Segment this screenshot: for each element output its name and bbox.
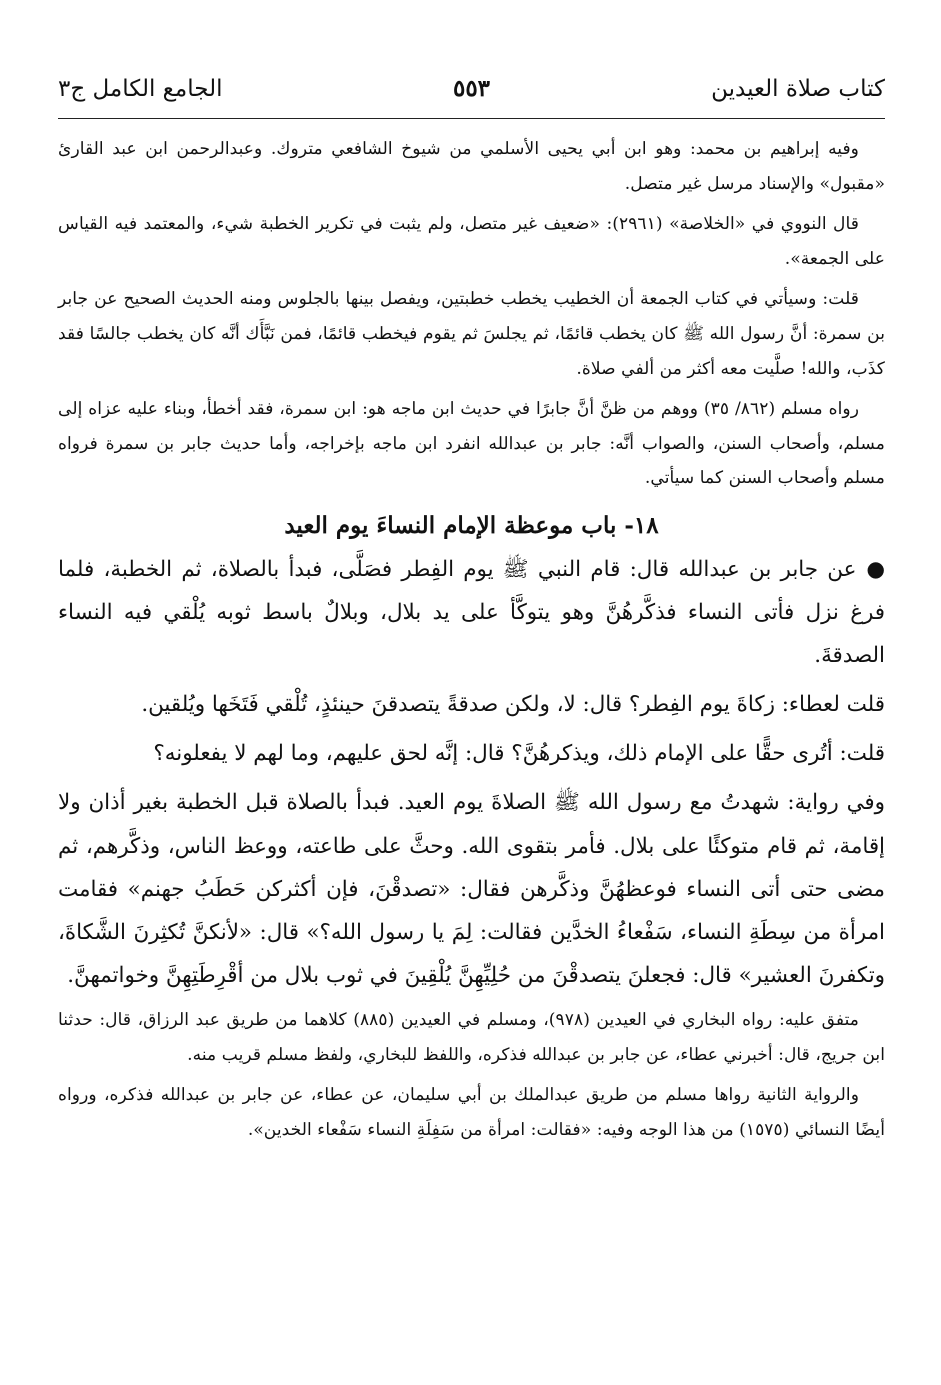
hadith-paragraph: قلت: أتُرى حقًّا على الإمام ذلك، ويذكرهُنَّ؟ قال: إنَّه لحق عليهم، وما لهم لا يفعلونه؟ — [153, 741, 885, 767]
page-header — [58, 72, 885, 112]
hadith-paragraph: قلت لعطاء: زكاةَ يوم الفِطر؟ قال: لا، ولكن صدقةً يتصدقنَ حينئذٍ، تُلْقي فَتَخَها ويُلقين. — [141, 692, 885, 718]
volume-label: الجامع الكامل ج٣ — [58, 76, 223, 102]
book-title: كتاب صلاة العيدين — [711, 76, 885, 102]
hadith-paragraph — [58, 548, 885, 677]
hadith-text — [58, 548, 885, 997]
commentary-paragraph: قال النووي في «الخلاصة» (٢٩٦١): «ضعيف غير متصل، ولم يثبت في تكرير الخطبة شيء، والمعتمد فيه القياس على الجمعة». — [58, 214, 885, 269]
hadith-paragraph-text: عن جابر بن عبدالله قال: قام النبي ﷺ يوم الفِطر فصَلَّى، فبدأ بالصلاة، ثم الخطبة، فلما فرغ نزل فأتى النساء فذكَّرهُنَّ وهو يتوكَّأ على يد بلال، وبلالٌ باسط ثوبه يُلْقي فيه النساء الصدقةَ. — [58, 556, 885, 669]
page-number: ٥٥٣ — [452, 75, 491, 102]
bullet-icon: ● — [866, 556, 885, 582]
commentary-paragraph: والرواية الثانية رواها مسلم من طريق عبدالملك بن أبي سليمان، عن عطاء، عن جابر بن عبدالله فذكره، ورواه أيضًا النسائي (١٥٧٥) من هذا الوجه وفيه: «فقالت: امرأة من سَفِلَةِ النساء سَفْعاء الخدين». — [58, 1085, 885, 1141]
chapter-title: ١٨- باب موعظة الإمام النساءَ يوم العيد — [284, 511, 659, 539]
page-content — [58, 132, 885, 1154]
commentary-paragraph: وفيه إبراهيم بن محمد: وهو ابن أبي يحيى الأسلمي من شيوخ الشافعي متروك. وعبدالرحمن ابن عبد القارئ «مقبول» والإسناد مرسل غير متصل. — [58, 139, 885, 194]
commentary-bottom — [58, 1003, 885, 1148]
commentary-paragraph: قلت: وسيأتي في كتاب الجمعة أن الخطيب يخطب خطبتين، ويفصل بينها بالجلوس ومنه الحديث الصحيح عن جابر بن سمرة: أنَّ رسول الله ﷺ كان يخطب قائمًا، ثم يجلسَ ثم يقوم فيخطب قائمًا، فمن نَبَّأَك أنَّه كان يخطب جالسًا فقد كذَب، والله! صلَّيت معه أكثر من ألفي صلاة. — [58, 289, 885, 379]
hadith-paragraph: وفي رواية: شهدتُ مع رسول الله ﷺ الصلاةَ يوم العيد. فبدأ بالصلاة قبل الخطبة بغير أذان ولا إقامة، ثم قام متوكئًا على بلال. فأمر بتقوى الله. وحثَّ على طاعته، ووعظ الناس، وذكَّرهم، ثم مضى حتى أتى النساء فوعظهُنَّ وذكَّرهن فقال: «تصدقْنَ، فإن أكثركن حَطَبُ جهنم» فقامت امرأة من سِطَةِ النساء، سَفْعاءُ الخدَّين فقالت: لِمَ يا رسول الله؟» قال: «لأنكنَّ تُكثِرنَ الشَّكاةَ، وتكفرنَ العشير» قال: فجعلنَ يتصدقْنَ من حُلِيِّهِنَّ يُلْقِينَ في ثوب بلال من أقْرِطَتِهِنَّ وخواتمهنَّ. — [58, 790, 885, 988]
commentary-paragraph: متفق عليه: رواه البخاري في العيدين (٩٧٨)، ومسلم في العيدين (٨٨٥) كلاهما من طريق عبد الرزاق، قال: حدثنا ابن جريج، قال: أخبرني عطاء، عن جابر بن عبدالله فذكره، واللفظ للبخاري، ولفظ مسلم قريب منه. — [58, 1009, 885, 1065]
header-divider — [58, 118, 885, 119]
commentary-top — [58, 132, 885, 496]
commentary-paragraph: رواه مسلم (٨٦٢/ ٣٥) ووهم من ظنَّ أنَّ جابرًا في حديث ابن ماجه هو: ابن سمرة، فقد أخطأ، وبناء عليه عزاه إلى مسلم، وأصحاب السنن، والصواب أنَّه: جابر بن عبدالله انفرد ابن ماجه بإخراجه، وأما حديث جابر بن سمرة فرواه مسلم وأصحاب السنن كما سيأتي. — [58, 399, 885, 489]
